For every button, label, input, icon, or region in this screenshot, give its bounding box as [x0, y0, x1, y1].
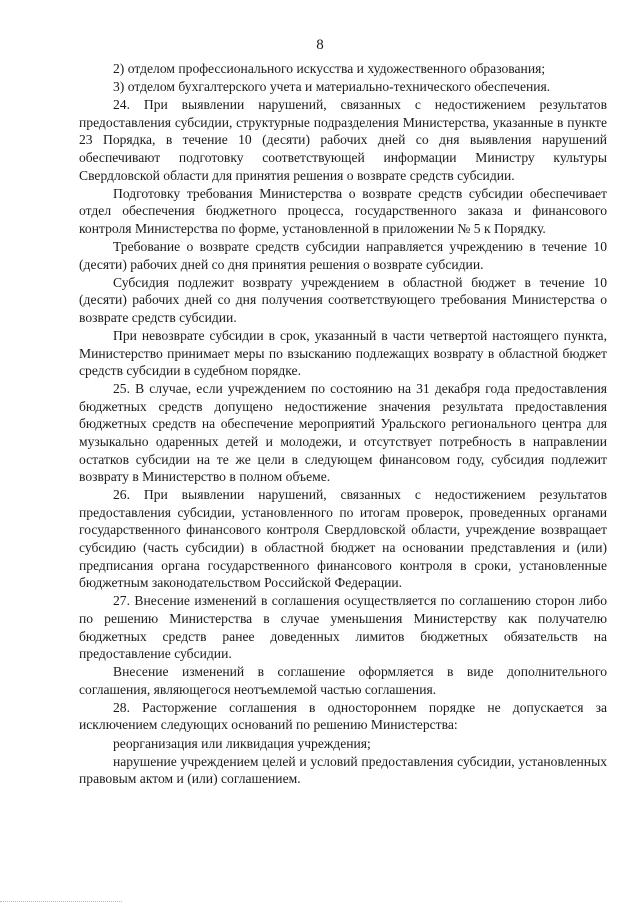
paragraph-item-2: 2) отделом профессионального искусства и художественного образования; — [113, 61, 546, 76]
footer-divider — [0, 901, 122, 902]
paragraph-24-refund-term: Субсидия подлежит возврату учреждением в областной бюджет в течение 10 (десяти) рабочих дней со дня получения соответствующего требования Министерства о возврате средств субсидии. — [79, 274, 607, 325]
paragraph-28: 28. Расторжение соглашения в одностороннем порядке не допускается за исключением следующих оснований по решению Министерства: — [79, 699, 607, 733]
paragraph-27: 27. Внесение изменений в соглашения осуществляется по соглашению сторон либо по решению Министерства в случае уменьшения Министерству как получателю бюджетных средств ранее доведенных лимитов бюджетных обязательств на предоставление субсидии. — [79, 593, 607, 662]
document-body — [79, 60, 607, 788]
paragraph-27-amendment-form: Внесение изменений в соглашение оформляется в виде дополнительного соглашения, являющегося неотъемлемой частью соглашения. — [79, 664, 607, 697]
paragraph-28-ground-violation: нарушение учреждением целей и условий предоставления субсидии, установленных правовым актом и (или) соглашением. — [79, 753, 607, 787]
page-number: 8 — [316, 37, 324, 53]
paragraph-25: 25. В случае, если учреждением по состоянию на 31 декабря года предоставления бюджетных средств допущено недостижение значения результата предоставления бюджетных средств на обеспечение мероприятий Уральского регионального центра для музыкально одаренных детей и молодежи, и отсутствует потребность в направлении остатков субсидии на те же цели в следующем финансовом году, субсидия подлежит возврату в Министерство в полном объеме. — [79, 381, 607, 485]
paragraph-24-requirement-send: Требование о возврате средств субсидии направляется учреждению в течение 10 (десяти) рабочих дней со дня принятия решения о возврате субсидии. — [79, 238, 607, 272]
paragraph-24: 24. При выявлении нарушений, связанных с недостижением результатов предоставления субсидии, структурные подразделения Министерства, указанные в пункте 23 Порядка, в течение 10 (десяти) рабочих дней со дня выявления нарушений обеспечивают подготовку соответствующей информации Министру культуры Свердловской области для принятия решения о возврате средств субсидии. — [79, 97, 607, 183]
paragraph-24-requirement-prep: Подготовку требования Министерства о возврате средств субсидии обеспечивает отдел обеспечения бюджетного процесса, государственного заказа и финансового контроля Министерства по форме, установленной в приложении № 5 к Порядку. — [79, 185, 607, 236]
paragraph-item-3: 3) отделом бухгалтерского учета и материально-технического обеспечения. — [113, 79, 551, 95]
paragraph-28-ground-reorganization: реорганизация или ликвидация учреждения; — [113, 735, 371, 751]
paragraph-26: 26. При выявлении нарушений, связанных с недостижением результатов предоставления субсидии, установленного по итогам проверок, проведенных органами государственного финансового контроля Свердловской области, учреждение возвращает субсидию (часть субсидии) в областной бюджет на основании представления и (или) предписания органа государственного финансового контроля в сроки, установленные бюджетным законодательством Российской Федерации. — [79, 487, 607, 591]
paragraph-24-enforcement: При невозврате субсидии в срок, указанный в части четвертой настоящего пункта, Министерство принимает меры по взысканию подлежащих возврату в областной бюджет средств субсидии в судебном порядке. — [79, 327, 607, 379]
